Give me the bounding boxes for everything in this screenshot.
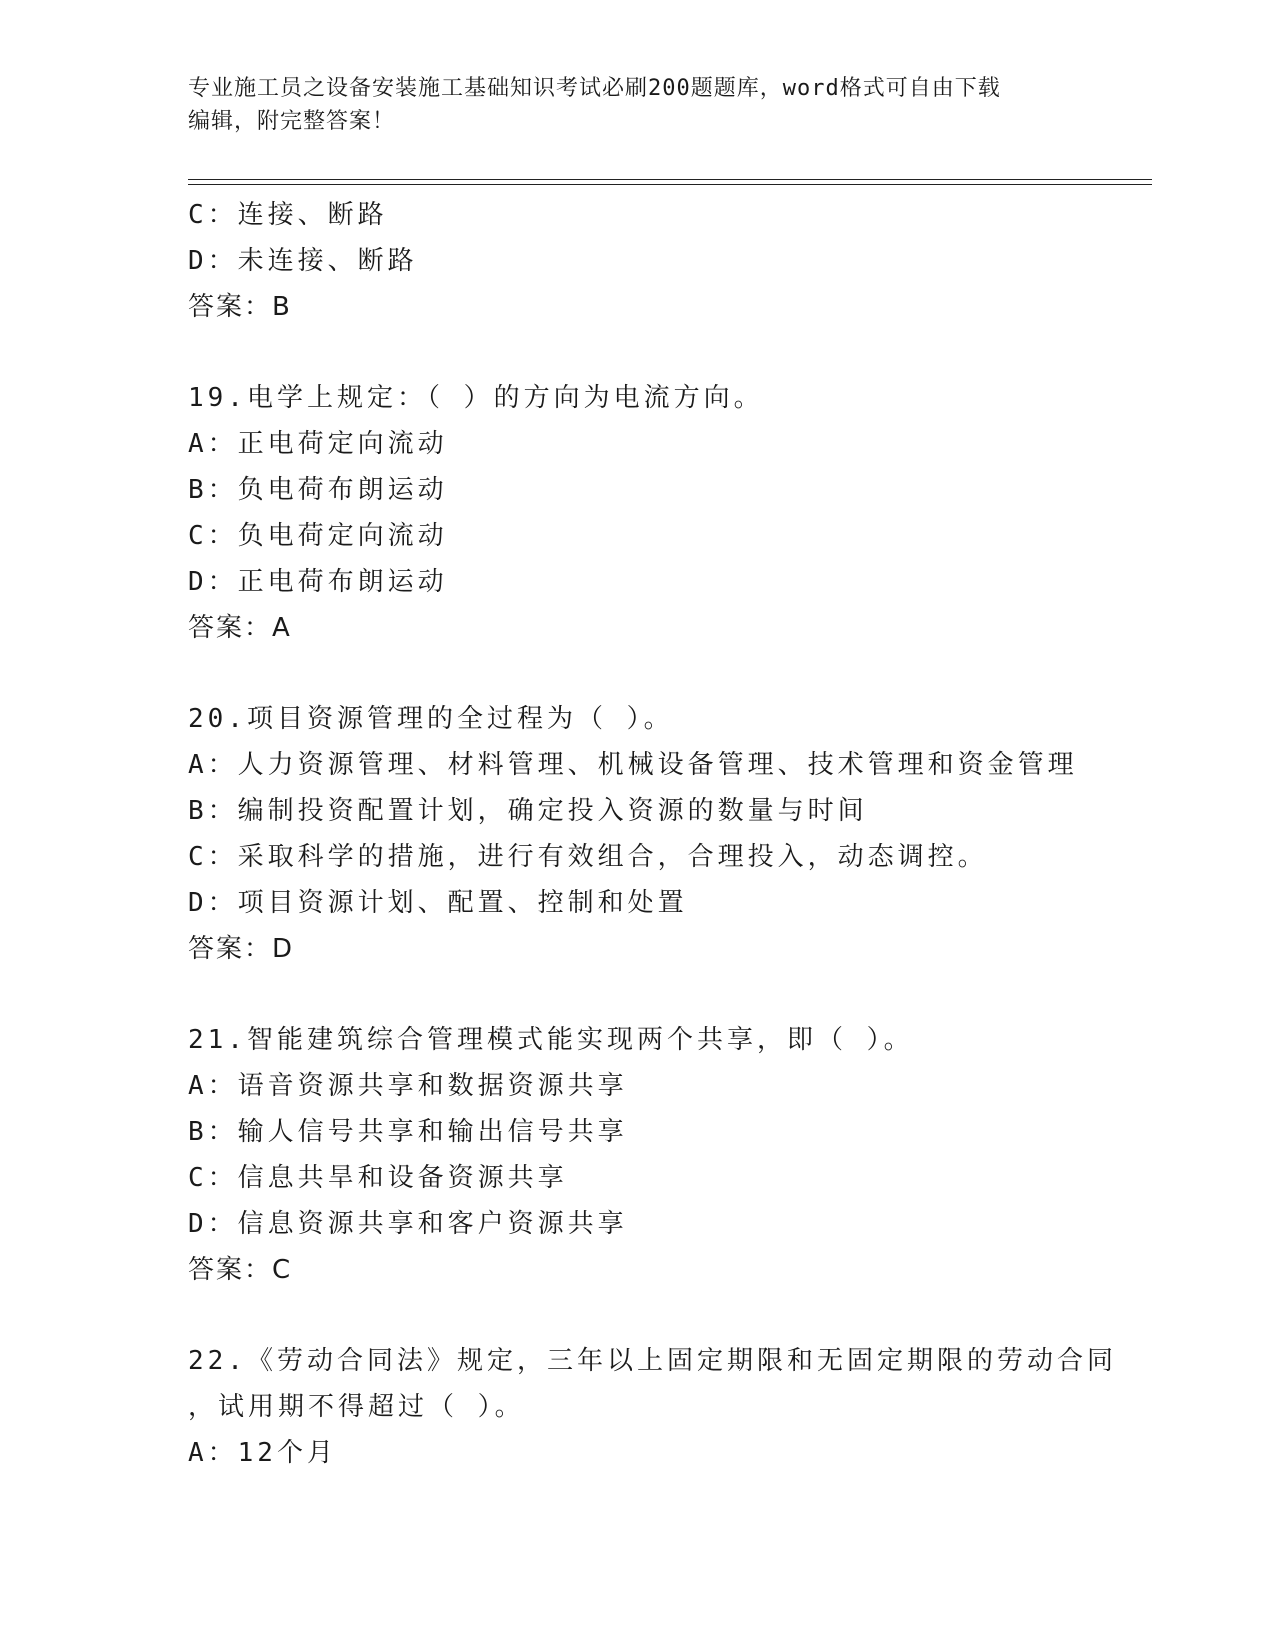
header-title-line2: 编辑，附完整答案！ xyxy=(188,109,396,134)
question-list xyxy=(188,192,1148,1476)
question-19-option-a: A：正电荷定向流动 xyxy=(188,429,448,459)
question-19-stem: 19.电学上规定：（ ）的方向为电流方向。 xyxy=(188,383,764,413)
question-21-option-d: D：信息资源共享和客户资源共享 xyxy=(188,1209,628,1239)
answer-line: 答案：B xyxy=(188,292,292,322)
question-21-stem: 21.智能建筑综合管理模式能实现两个共享，即（ ）。 xyxy=(188,1025,914,1055)
header-title-line1: 专业施工员之设备安装施工基础知识考试必刷200题题库，word格式可自由下载 xyxy=(188,76,1001,101)
question-20-stem: 20.项目资源管理的全过程为（ ）。 xyxy=(188,704,674,734)
question-21-option-a: A：语音资源共享和数据资源共享 xyxy=(188,1071,628,1101)
question-19-option-d: D：正电荷布朗运动 xyxy=(188,567,448,597)
question-20-option-a: A：人力资源管理、材料管理、机械设备管理、技术管理和资金管理 xyxy=(188,750,1078,780)
question-21-answer: 答案：C xyxy=(188,1255,293,1285)
header-divider-bottom xyxy=(188,184,1152,185)
document-header xyxy=(188,72,1088,138)
question-22-option-a: A：12个月 xyxy=(188,1438,337,1468)
question-19-answer: 答案：A xyxy=(188,613,292,643)
question-19-option-b: B：负电荷布朗运动 xyxy=(188,475,448,505)
question-21-option-b: B：输人信号共享和输出信号共享 xyxy=(188,1117,628,1147)
option-c: C：连接、断路 xyxy=(188,200,388,230)
question-19-option-c: C：负电荷定向流动 xyxy=(188,521,448,551)
question-21-option-c: C：信息共旱和设备资源共享 xyxy=(188,1163,568,1193)
question-22-stem: 22.《劳动合同法》规定，三年以上固定期限和无固定期限的劳动合同 xyxy=(188,1346,1117,1376)
question-22-stem-continued: ，试用期不得超过（ ）。 xyxy=(188,1392,525,1422)
question-20-option-d: D：项目资源计划、配置、控制和处置 xyxy=(188,888,688,918)
option-d: D：未连接、断路 xyxy=(188,246,418,276)
question-20-option-c: C：采取科学的措施，进行有效组合，合理投入，动态调控。 xyxy=(188,842,988,872)
question-20-answer: 答案：D xyxy=(188,934,295,964)
header-divider-top xyxy=(188,179,1152,180)
question-20-option-b: B：编制投资配置计划，确定投入资源的数量与时间 xyxy=(188,796,868,826)
